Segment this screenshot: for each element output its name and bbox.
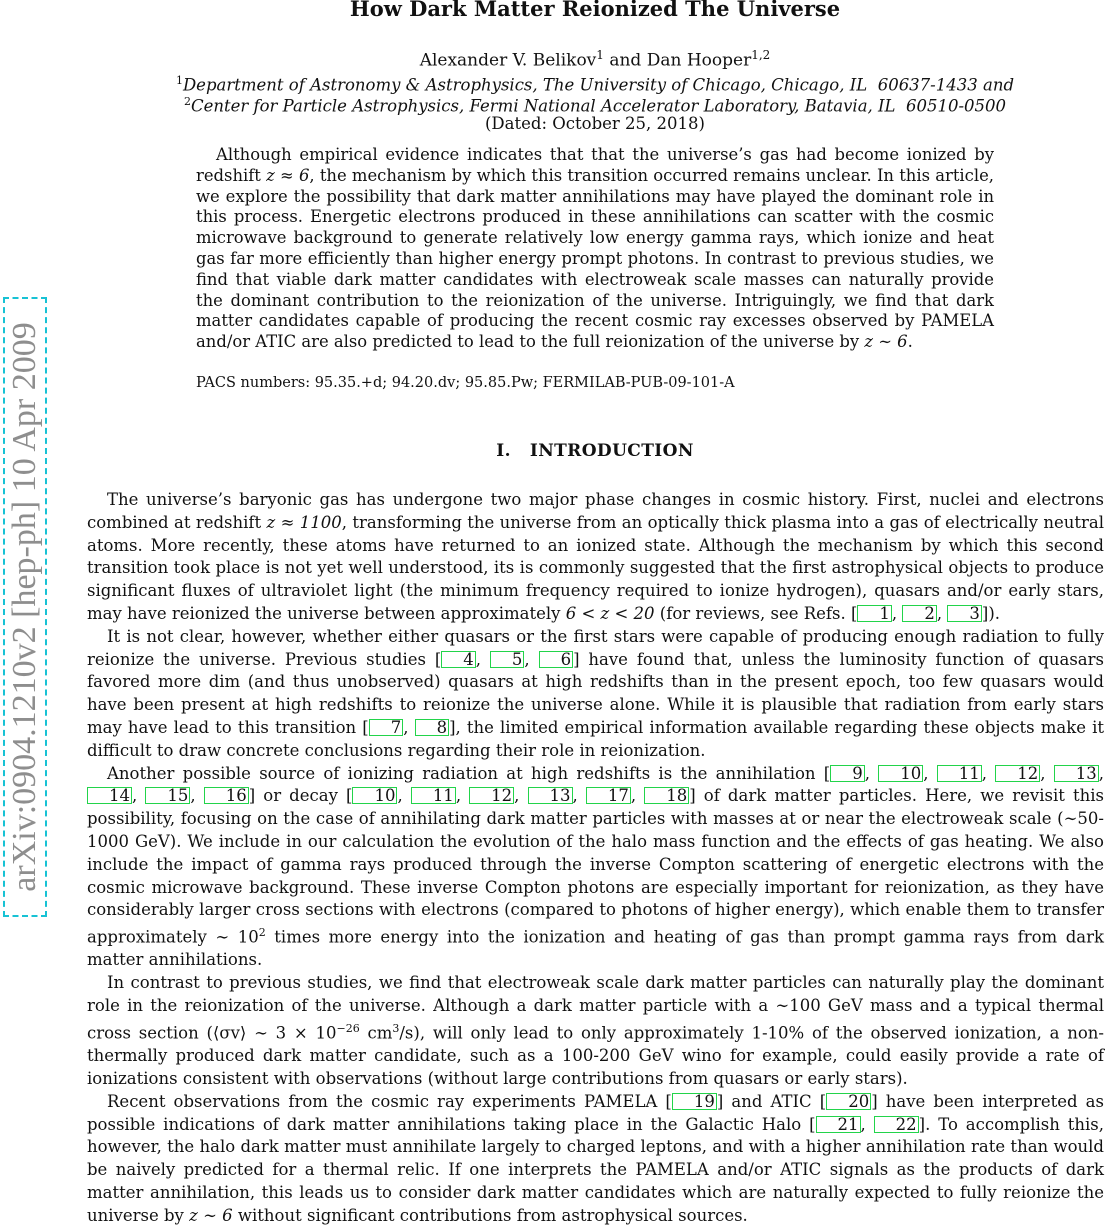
- citation-link-15[interactable]: 15: [145, 787, 190, 804]
- abstract: [196, 145, 994, 353]
- citation-link-21[interactable]: 21: [816, 1116, 861, 1133]
- citation-link-18[interactable]: 18: [644, 787, 689, 804]
- paragraph-1: The universe’s baryonic gas has undergone two major phase changes in cosmic history. First, nuclei and electrons combined at redshift z ≈ 1100, transforming the universe from an optically thick plasma into a gas of electrically neutral atoms. More recently, these atoms have returned to an ionized state. Although the mechanism by which this second transition took place is not yet well understood, its is commonly suggested that the first astrophysical objects to produce significant fluxes of ultraviolet light (the minimum frequency required to ionize hydrogen), quasars and/or early stars, may have reionized the universe between approximately 6 < z < 20 (for reviews, see Refs. [ 1 , 2 , 3 ]).: [87, 490, 1104, 623]
- arxiv-identifier-stamp: arXiv:0904.1210v2 [hep-ph] 10 Apr 2009: [3, 297, 47, 917]
- p3-text-c: ] of dark matter particles. Here, we revisit this possibility, focusing on the case of annihilating dark matter particles with masses at or near the electroweak scale (∼50-1000 GeV). We include in our calculation the evolution of the halo mass function and the effects of gas heating. We also include the impact of gamma rays produced through the inverse Compton scattering of energetic electrons with the cosmic microwave background. These inverse Compton photons are especially important for reionization, as they have considerably larger cross sections with electrons (compared to photons of higher energy), which enable them to transfer approximately ∼ 10: [87, 786, 1104, 947]
- affiliation-mark-2: 2: [183, 95, 191, 108]
- paper-title: How Dark Matter Reionized The Universe: [349, 0, 841, 21]
- p3-exponent: 2: [258, 926, 266, 940]
- citation-link-13[interactable]: 13: [1054, 765, 1099, 782]
- date-line: (Dated: October 25, 2018): [485, 114, 705, 133]
- affiliation-chicago-text: Department of Astronomy & Astrophysics, The University of Chicago, Chicago, IL 60637-1433 and: [182, 75, 1015, 95]
- p5-redshift: z ∼ 6: [189, 1205, 233, 1225]
- pacs-numbers: PACS numbers: 95.35.+d; 94.20.dv; 95.85.Pw; FERMILAB-PUB-09-101-A: [196, 375, 735, 391]
- introduction-body: [87, 489, 1104, 1228]
- citation-link-2[interactable]: 2: [902, 605, 937, 622]
- abstract-redshift-approx: z ≈ 6: [266, 165, 310, 185]
- abstract-text-3: .: [907, 332, 913, 352]
- author-conjunction: and: [603, 50, 647, 71]
- affiliation-fermilab-text: Center for Particle Astrophysics, Fermi National Accelerator Laboratory, Batavia, IL 60510-0500: [190, 96, 1007, 116]
- p1-text-b: , transforming the universe from an optically thick plasma into a gas of electrically neutral atoms. More recently, these atoms have returned to an ionized state. Although the mechanism by which this second transition took place is not yet well understood, its is commonly suggested that the first astrophysical objects to produce significant fluxes of ultraviolet light (the minimum frequency required to ionize hydrogen), quasars and/or early stars, may have reionized the universe between approximately: [87, 512, 1104, 623]
- paragraph-4: [87, 972, 1104, 1090]
- p4-text-b: cm: [359, 1023, 393, 1043]
- author-belikov-affiliation-mark: 1: [596, 48, 604, 62]
- p3-text-d: times more energy into the ionization and heating of gas than prompt gamma rays from dark matter annihilations.: [87, 927, 1105, 970]
- abstract-text-2: , the mechanism by which this transition occurred remains unclear. In this article, we explore the possibility that dark matter annihilations may have played the dominant role in this process. Energetic electrons produced in these annihilations can scatter with the cosmic microwave background to generate relatively low energy gamma rays, which ionize and heat gas far more efficiently than higher energy prompt photons. In contrast to previous studies, we find that viable dark matter candidates with electroweak scale masses can naturally provide the dominant contribution to the reionization of the universe. Intriguingly, we find that dark matter candidates capable of producing the recent cosmic ray excesses observed by PAMELA and/or ATIC are also predicted to lead to the full reionization of the universe by: [196, 165, 994, 352]
- p1-text-c: (for reviews, see Refs. [: [654, 603, 858, 623]
- citation-link-1[interactable]: 1: [857, 605, 892, 622]
- citation-link-7[interactable]: 7: [369, 719, 404, 736]
- paragraph-3: Another possible source of ionizing radiation at high redshifts is the annihilation [ 9 , 10 , 11 , 12 , 13 , 14 , 15 , 16 ] or decay [ 10 , 11 , 12 , 13 , 17 , 18 ] of dark matter particles. Here, we revisit this possibility, focusing on the case of annihilating dark matter particles with masses at or near the electroweak scale (∼50-1000 GeV). We include in our calculation the evolution of the halo mass function and the effects of gas heating. We also include the impact of gamma rays produced through the inverse Compton scattering of energetic electrons with the cosmic microwave background. These inverse Compton photons are especially important for reionization, as they have considerably larger cross sections with electrons (compared to photons of higher energy), which enable them to transfer approximately ∼ $10^2$ times more energy into the ionization and heating of gas than prompt gamma rays from dark matter annihilations.: [87, 763, 1105, 970]
- citation-link-5[interactable]: 5: [490, 651, 525, 668]
- p2-text-a: It is not clear, however, whether either quasars or the first stars were capable of producing enough radiation to fully reionize the universe. Previous studies [: [87, 626, 1104, 669]
- p4-text-a: In contrast to previous studies, we find that electroweak scale dark matter particles can naturally play the dominant role in the reionization of the universe. Although a dark matter particle with a ∼100 GeV mass and a typical thermal cross section (⟨σv⟩ ∼ 3 × 10: [87, 973, 1104, 1043]
- p3-text-a: Another possible source of ionizing radiation at high redshifts is the annihilation [: [107, 763, 831, 783]
- p5-text-c: ] have been interpreted as possible indications of dark matter annihilations taking place in the Galactic Halo [: [87, 1091, 1104, 1134]
- author-line: [0, 43, 1105, 73]
- p4-exponent-cm: 3: [392, 1021, 400, 1035]
- paragraph-2: It is not clear, however, whether either quasars or the first stars were capable of producing enough radiation to fully reionize the universe. Previous studies [ 4 , 5 , 6 ] have found that, unless the luminosity function of quasars favored more dim (and thus unobserved) quasars at high redshifts than in the present epoch, too few quasars would have been present at high redshifts to reionize the universe alone. While it is plausible that radiation from early stars may have lead to this transition [ 7 , 8 ], the limited empirical information available regarding these objects make it difficult to draw concrete conclusions regarding their role in reionization.: [87, 626, 1104, 760]
- citation-link-22[interactable]: 22: [874, 1116, 919, 1133]
- citation-link-decay-13[interactable]: 13: [528, 787, 573, 804]
- citation-link-6[interactable]: 6: [539, 651, 574, 668]
- p1-redshift-recombination: z ≈ 1100: [266, 512, 342, 532]
- citation-link-decay-12[interactable]: 12: [469, 787, 514, 804]
- abstract-text-1: Although empirical evidence indicates that that the universe’s gas had become ionized by redshift: [196, 145, 994, 185]
- p2-text-b: ] have found that, unless the luminosity function of quasars favored more dim (and thus unobserved) quasars at high redshifts than in the present epoch, too few quasars would have been present at high redshifts to reionize the universe alone. While it is plausible that radiation from early stars may have lead to this transition [: [87, 649, 1104, 737]
- citation-link-16[interactable]: 16: [204, 787, 249, 804]
- p1-text-d: ]).: [981, 603, 1001, 623]
- author-hooper-affiliation-mark: 1,2: [751, 48, 771, 62]
- citation-link-11[interactable]: 11: [937, 765, 982, 782]
- p5-text-d: ]. To accomplish this, however, the halo dark matter must annihilate largely to charged leptons, and with a higher annihilation rate than would be naively predicted for a thermal relic. If one interprets the PAMELA and/or ATIC signals as the products of dark matter annihilation, this leads us to consider dark matter candidates which are naturally expected to fully reionize the universe by: [87, 1114, 1104, 1225]
- citation-link-19[interactable]: 19: [672, 1093, 717, 1110]
- paragraph-5: Recent observations from the cosmic ray experiments PAMELA [ 19 ] and ATIC [ 20 ] have been interpreted as possible indications of dark matter annihilations taking place in the Galactic Halo [ 21 , 22 ]. To accomplish this, however, the halo dark matter must annihilate largely to charged leptons, and with a higher annihilation rate than would be naively predicted for a thermal relic. If one interprets the PAMELA and/or ATIC signals as the products of dark matter annihilation, this leads us to consider dark matter candidates which are naturally expected to fully reionize the universe by z ∼ 6 without significant contributions from astrophysical sources.: [87, 1091, 1104, 1225]
- citation-link-8[interactable]: 8: [415, 719, 450, 736]
- p1-redshift-range: 6 < z < 20: [565, 603, 655, 623]
- p4-text-c: /s), will only lead to only approximately 1-10% of the observed ionization, a non-thermally produced dark matter candidate, such as a 100-200 GeV wino for example, could easily provide a rate of ionizations consistent with observations (without large contributions from quasars or early stars).: [87, 1023, 1104, 1088]
- p5-text-b: ] and ATIC [: [716, 1091, 827, 1111]
- citation-link-14[interactable]: 14: [87, 787, 132, 804]
- p3-text-b: ] or decay [: [248, 786, 353, 806]
- abstract-redshift-final: z ∼ 6: [864, 332, 908, 352]
- citation-link-20[interactable]: 20: [826, 1093, 871, 1110]
- citation-link-10[interactable]: 10: [878, 765, 923, 782]
- author-belikov: Alexander V. Belikov: [419, 50, 597, 71]
- citation-link-decay-10[interactable]: 10: [352, 787, 397, 804]
- p2-text-c: ], the limited empirical information available regarding these objects make it difficult to draw concrete conclusions regarding their role in reionization.: [87, 717, 1104, 760]
- citation-link-3[interactable]: 3: [947, 605, 982, 622]
- p1-text-a: The universe’s baryonic gas has undergone two major phase changes in cosmic history. First, nuclei and electrons combined at redshift: [87, 490, 1104, 532]
- author-hooper: Dan Hooper: [646, 50, 752, 71]
- citation-link-17[interactable]: 17: [586, 787, 631, 804]
- p4-exponent: −26: [336, 1021, 360, 1035]
- citation-link-4[interactable]: 4: [441, 651, 476, 668]
- affiliation-mark-1: 1: [175, 74, 183, 87]
- citation-link-9[interactable]: 9: [830, 765, 865, 782]
- citation-link-decay-11[interactable]: 11: [411, 787, 456, 804]
- citation-link-12[interactable]: 12: [995, 765, 1040, 782]
- section-heading-introduction: I. INTRODUCTION: [496, 441, 694, 461]
- p5-text-e: without significant contributions from astrophysical sources.: [232, 1205, 748, 1225]
- p5-text-a: Recent observations from the cosmic ray experiments PAMELA [: [107, 1091, 672, 1111]
